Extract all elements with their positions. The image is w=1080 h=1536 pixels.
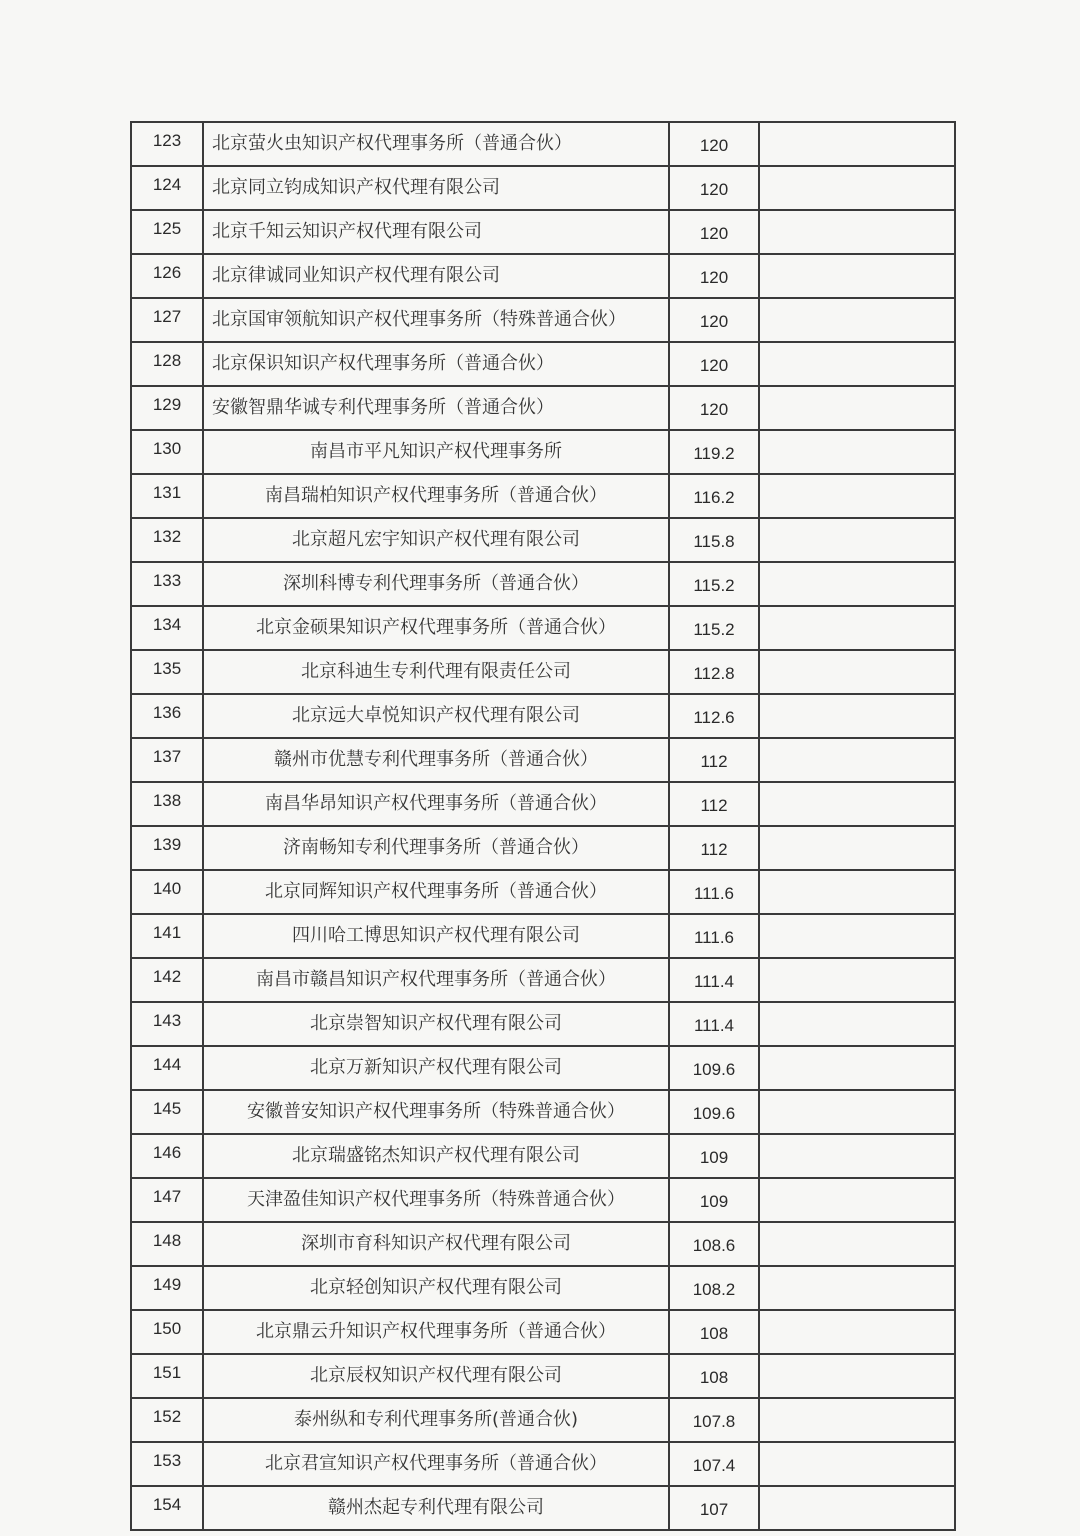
row-number: 147 [131, 1178, 203, 1222]
agency-name: 北京金硕果知识产权代理事务所（普通合伙） [203, 606, 669, 650]
score-value: 107.4 [669, 1442, 759, 1486]
table-row [131, 870, 955, 914]
remark-cell [759, 562, 955, 606]
remark-cell [759, 1222, 955, 1266]
row-number: 141 [131, 914, 203, 958]
agency-name: 北京崇智知识产权代理有限公司 [203, 1002, 669, 1046]
row-number: 142 [131, 958, 203, 1002]
table-row [131, 430, 955, 474]
agency-name: 南昌华昂知识产权代理事务所（普通合伙） [203, 782, 669, 826]
agency-name: 北京远大卓悦知识产权代理有限公司 [203, 694, 669, 738]
score-value: 109.6 [669, 1090, 759, 1134]
remark-cell [759, 430, 955, 474]
table-row [131, 694, 955, 738]
agency-name: 四川哈工博思知识产权代理有限公司 [203, 914, 669, 958]
score-value: 120 [669, 342, 759, 386]
table-row [131, 1354, 955, 1398]
remark-cell [759, 650, 955, 694]
row-number: 153 [131, 1442, 203, 1486]
score-value: 119.2 [669, 430, 759, 474]
table-row [131, 1002, 955, 1046]
row-number: 123 [131, 122, 203, 166]
row-number: 139 [131, 826, 203, 870]
remark-cell [759, 694, 955, 738]
table-row [131, 562, 955, 606]
table-row [131, 1310, 955, 1354]
remark-cell [759, 210, 955, 254]
remark-cell [759, 870, 955, 914]
score-value: 120 [669, 386, 759, 430]
table-row [131, 914, 955, 958]
score-value: 112 [669, 738, 759, 782]
score-value: 107.8 [669, 1398, 759, 1442]
table-row [131, 122, 955, 166]
table-row [131, 386, 955, 430]
agency-name: 北京君宣知识产权代理事务所（普通合伙） [203, 1442, 669, 1486]
score-value: 116.2 [669, 474, 759, 518]
score-value: 109 [669, 1134, 759, 1178]
remark-cell [759, 1046, 955, 1090]
table-row [131, 166, 955, 210]
table-row [131, 606, 955, 650]
remark-cell [759, 342, 955, 386]
row-number: 146 [131, 1134, 203, 1178]
agency-name: 南昌瑞柏知识产权代理事务所（普通合伙） [203, 474, 669, 518]
remark-cell [759, 166, 955, 210]
agency-name: 北京同辉知识产权代理事务所（普通合伙） [203, 870, 669, 914]
row-number: 154 [131, 1486, 203, 1530]
table-row [131, 1090, 955, 1134]
table-row [131, 1178, 955, 1222]
table-row [131, 1222, 955, 1266]
table-row [131, 518, 955, 562]
row-number: 135 [131, 650, 203, 694]
score-value: 112 [669, 782, 759, 826]
score-value: 120 [669, 122, 759, 166]
row-number: 148 [131, 1222, 203, 1266]
agency-name: 安徽普安知识产权代理事务所（特殊普通合伙） [203, 1090, 669, 1134]
row-number: 144 [131, 1046, 203, 1090]
table-row [131, 210, 955, 254]
remark-cell [759, 782, 955, 826]
row-number: 145 [131, 1090, 203, 1134]
agency-name: 北京千知云知识产权代理有限公司 [203, 210, 669, 254]
row-number: 126 [131, 254, 203, 298]
agency-name: 赣州杰起专利代理有限公司 [203, 1486, 669, 1530]
agency-name: 北京萤火虫知识产权代理事务所（普通合伙） [203, 122, 669, 166]
row-number: 127 [131, 298, 203, 342]
agency-name: 北京同立钧成知识产权代理有限公司 [203, 166, 669, 210]
row-number: 132 [131, 518, 203, 562]
agency-name: 北京保识知识产权代理事务所（普通合伙） [203, 342, 669, 386]
agency-name: 北京科迪生专利代理有限责任公司 [203, 650, 669, 694]
table-row [131, 1046, 955, 1090]
table-row [131, 1134, 955, 1178]
table-row [131, 782, 955, 826]
remark-cell [759, 386, 955, 430]
agency-name: 安徽智鼎华诚专利代理事务所（普通合伙） [203, 386, 669, 430]
score-value: 112 [669, 826, 759, 870]
table-row [131, 650, 955, 694]
table-row [131, 342, 955, 386]
row-number: 128 [131, 342, 203, 386]
score-value: 109 [669, 1178, 759, 1222]
agency-name: 济南畅知专利代理事务所（普通合伙） [203, 826, 669, 870]
agency-name: 北京超凡宏宇知识产权代理有限公司 [203, 518, 669, 562]
table-row [131, 1486, 955, 1530]
score-value: 111.6 [669, 870, 759, 914]
row-number: 150 [131, 1310, 203, 1354]
row-number: 152 [131, 1398, 203, 1442]
row-number: 129 [131, 386, 203, 430]
table-body [131, 122, 955, 1530]
agency-name: 北京瑞盛铭杰知识产权代理有限公司 [203, 1134, 669, 1178]
score-value: 120 [669, 254, 759, 298]
remark-cell [759, 606, 955, 650]
score-value: 120 [669, 166, 759, 210]
agency-name: 南昌市赣昌知识产权代理事务所（普通合伙） [203, 958, 669, 1002]
remark-cell [759, 1486, 955, 1530]
score-value: 109.6 [669, 1046, 759, 1090]
ranking-table [130, 121, 956, 1531]
remark-cell [759, 1134, 955, 1178]
remark-cell [759, 1002, 955, 1046]
remark-cell [759, 1442, 955, 1486]
table-row [131, 1266, 955, 1310]
row-number: 124 [131, 166, 203, 210]
remark-cell [759, 1398, 955, 1442]
table-row [131, 958, 955, 1002]
score-value: 108 [669, 1310, 759, 1354]
score-value: 112.6 [669, 694, 759, 738]
remark-cell [759, 1266, 955, 1310]
remark-cell [759, 474, 955, 518]
table-row [131, 1398, 955, 1442]
remark-cell [759, 958, 955, 1002]
row-number: 140 [131, 870, 203, 914]
score-value: 111.4 [669, 958, 759, 1002]
row-number: 138 [131, 782, 203, 826]
agency-name: 赣州市优慧专利代理事务所（普通合伙） [203, 738, 669, 782]
agency-name: 北京辰权知识产权代理有限公司 [203, 1354, 669, 1398]
score-value: 108 [669, 1354, 759, 1398]
score-value: 108.2 [669, 1266, 759, 1310]
remark-cell [759, 518, 955, 562]
remark-cell [759, 298, 955, 342]
row-number: 151 [131, 1354, 203, 1398]
remark-cell [759, 122, 955, 166]
agency-name: 天津盈佳知识产权代理事务所（特殊普通合伙） [203, 1178, 669, 1222]
agency-name: 深圳科博专利代理事务所（普通合伙） [203, 562, 669, 606]
agency-name: 北京鼎云升知识产权代理事务所（普通合伙） [203, 1310, 669, 1354]
table-row [131, 738, 955, 782]
agency-name: 北京轻创知识产权代理有限公司 [203, 1266, 669, 1310]
row-number: 134 [131, 606, 203, 650]
table-row [131, 254, 955, 298]
score-value: 120 [669, 298, 759, 342]
agency-name: 北京国审领航知识产权代理事务所（特殊普通合伙） [203, 298, 669, 342]
row-number: 143 [131, 1002, 203, 1046]
row-number: 149 [131, 1266, 203, 1310]
agency-name: 深圳市育科知识产权代理有限公司 [203, 1222, 669, 1266]
table-row [131, 826, 955, 870]
remark-cell [759, 254, 955, 298]
agency-name: 北京律诚同业知识产权代理有限公司 [203, 254, 669, 298]
row-number: 130 [131, 430, 203, 474]
agency-name: 泰州纵和专利代理事务所(普通合伙) [203, 1398, 669, 1442]
remark-cell [759, 1178, 955, 1222]
row-number: 136 [131, 694, 203, 738]
score-value: 112.8 [669, 650, 759, 694]
row-number: 131 [131, 474, 203, 518]
remark-cell [759, 826, 955, 870]
agency-name: 北京万新知识产权代理有限公司 [203, 1046, 669, 1090]
score-value: 111.6 [669, 914, 759, 958]
row-number: 133 [131, 562, 203, 606]
remark-cell [759, 914, 955, 958]
remark-cell [759, 1310, 955, 1354]
row-number: 137 [131, 738, 203, 782]
score-value: 111.4 [669, 1002, 759, 1046]
score-value: 115.2 [669, 606, 759, 650]
score-value: 115.2 [669, 562, 759, 606]
remark-cell [759, 1354, 955, 1398]
remark-cell [759, 738, 955, 782]
score-value: 120 [669, 210, 759, 254]
agency-name: 南昌市平凡知识产权代理事务所 [203, 430, 669, 474]
score-value: 108.6 [669, 1222, 759, 1266]
row-number: 125 [131, 210, 203, 254]
table-row [131, 298, 955, 342]
remark-cell [759, 1090, 955, 1134]
score-value: 107 [669, 1486, 759, 1530]
table-row [131, 1442, 955, 1486]
score-value: 115.8 [669, 518, 759, 562]
table-row [131, 474, 955, 518]
